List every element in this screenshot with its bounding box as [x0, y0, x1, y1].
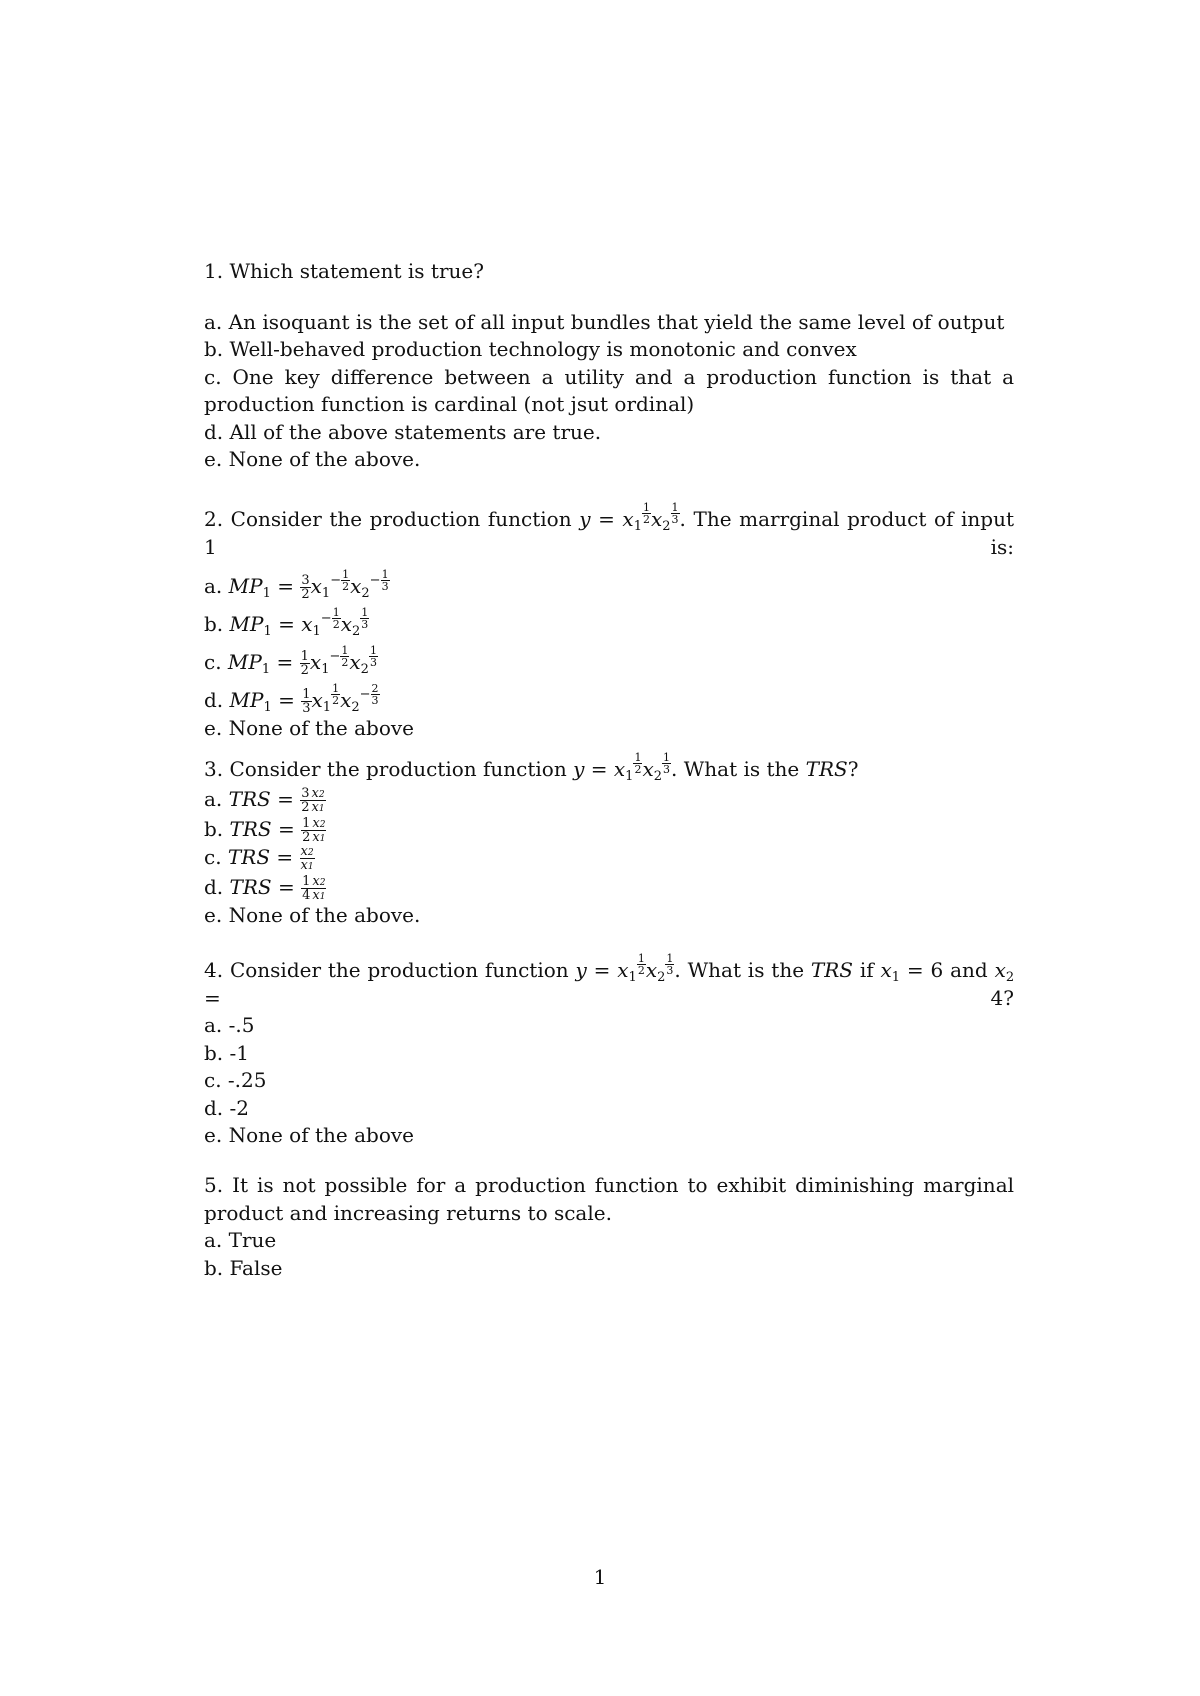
q5-option-b: b. False [204, 1255, 283, 1280]
question-1 [204, 258, 1014, 474]
production-function-q4: $x_1$ $^{\frac{1}{2}}$ $x_2$ $^{\frac{1}{3}}$ [617, 952, 674, 985]
q2-option-c: c. $MP_1$ = $\frac{1}{2}$ $x_1^{- \frac{1}{2}}$ $x_2$ $^{\frac{1}{3}}$ [204, 643, 377, 678]
question-5-stem: 5. It is not possible for a production function to exhibit diminishing marginal product and increasing returns to scale. [204, 1173, 1015, 1225]
q1-option-d: d. All of the above statements are true. [204, 419, 602, 444]
q4-option-b: b. -1 [204, 1040, 250, 1065]
q1-option-a: a. An isoquant is the set of all input bundles that yield the same level of output [204, 309, 1005, 334]
q4-option-c: c. -.25 [204, 1068, 267, 1092]
production-function-q2: $x_1$ $^{\frac{1}{2}}$ $x_2$ $^{\frac{1}{3}}$ [622, 501, 679, 534]
q2-option-a: a. $MP_1$ = $\frac{3}{2}$ $x_1^{- \frac{1}{2}}$ $x_2^{- \frac{1}{3}}$ [204, 568, 389, 602]
q4-option-a: a. -.5 [204, 1013, 255, 1037]
q5-option-a: a. True [204, 1228, 277, 1252]
question-3-stem: 3. Consider the production function $y = x_1$ $^{\frac{1}{2}}$ $x_2$ $^{\frac{1}{3}}$ . What is the TRS? [204, 751, 859, 784]
page-number: 1 [593, 1565, 607, 1589]
question-5 [204, 1172, 1014, 1282]
q1-option-c: c. One key difference between a utility and a production function is that a production function is cardinal (not jsut ordinal) [204, 364, 1015, 416]
q3-option-b: b. TRS = $\frac{1}{2}$ $\frac{x2}{x1}$ [204, 815, 326, 845]
q3-option-e: e. None of the above. [204, 902, 421, 927]
question-3 [204, 752, 1014, 929]
q2-option-e: e. None of the above [204, 715, 414, 740]
question-2-stem: 2. Consider the production function $y = x_1$ $^{\frac{1}{2}}$ $x_2$ $^{\frac{1}{3}}$ . The marrginal product of input 1 is: [204, 501, 1015, 559]
q2-option-b: b. $MP_1 = x_1^{- \frac{1}{2}}$ $x_2$ $^{\frac{1}{3}}$ [204, 606, 369, 639]
q3-option-a: a. TRS = $\frac{3}{2}$ $\frac{x2}{x1}$ [204, 785, 325, 815]
question-1-stem: 1. Which statement is true? [204, 259, 484, 283]
production-function-q3: $x_1$ $^{\frac{1}{2}}$ $x_2$ $^{\frac{1}{3}}$ [613, 751, 671, 784]
question-4 [204, 953, 1014, 1150]
q1-option-b: b. Well-behaved production technology is monotonic and convex [204, 337, 857, 361]
q4-option-e: e. None of the above [204, 1123, 414, 1147]
q1-option-e: e. None of the above. [204, 447, 421, 471]
q3-option-c: c. TRS = $\frac{x2}{x1}$ [204, 843, 314, 873]
q4-option-d: d. -2 [204, 1095, 250, 1120]
q2-option-d: d. $MP_1$ = $\frac{1}{3}$ $x_1$ $^{\frac{1}{2}}$ $x_2^{- \frac{2}{3}}$ [204, 681, 379, 716]
q3-option-d: d. TRS = $\frac{1}{4}$ $\frac{x2}{x1}$ [204, 873, 326, 903]
question-2 [204, 502, 1014, 742]
question-4-stem: 4. Consider the production function $y = x_1$ $^{\frac{1}{2}}$ $x_2$ $^{\frac{1}{3}}$ . What is the TRS if $x_1 = 6$ and $x_2 = 4$? [204, 952, 1015, 1010]
